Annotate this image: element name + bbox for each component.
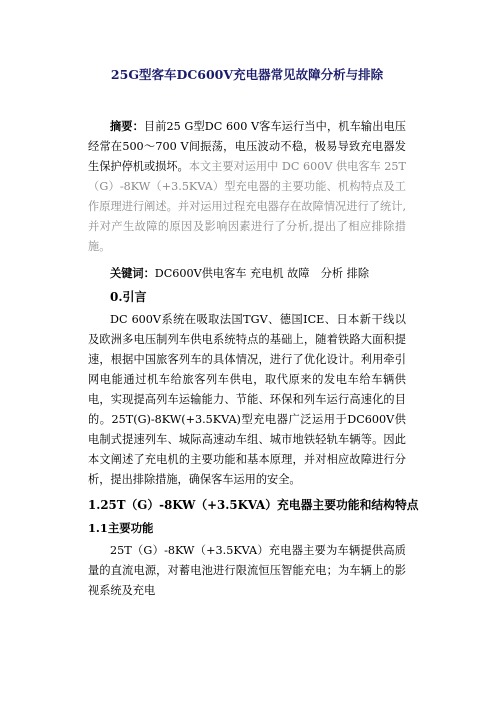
main-functions-paragraph: 25T（G）-8KW（+3.5KVA）充电器主要为车辆提供高质量的直流电源，对蓄电池进行限流恒压智能充电；为车辆上的影视系统及充电 — [88, 544, 406, 597]
abstract-label: 摘要： — [110, 119, 144, 133]
document-body — [88, 66, 419, 601]
abstract-text: 目前25 G型DC 600 V客车运行当中，机车输出电压经常在500～700 V间振荡，电压波动不稳，极易导致充电器发生保护停机或损坏。 — [88, 120, 406, 173]
abstract-text-gray: 本文主要对运用中 DC 600V 供电客车 25T（G）-8KW（+3.5KVA）型充电器的主要功能、机构特点及工作原理进行阐述。并对运用过程充电器存在故障情况进行了统计,并对产生故障的原因及影响因素进行了分析,提出了相应排除措施。 — [88, 160, 406, 253]
introduction-paragraph: DC 600V系统在吸取法国TGV、德国ICE、日本新干线以及欧洲多电压制列车供电系统特点的基础上，随着铁路大面积提速，根据中国旅客列车的具体情况，进行了优化设计。利用牵引网电能通过机车给旅客列车供电，取代原来的发电车给车辆供电，实现提高列车运输能力、节能、环保和列车运行高速化的目的。25T(G)-8KW(+3.5KVA)型充电器广泛运用于DC600V供电制式提速列车、城际高速动车组、城市地铁轻轨车辆等。因此本文阐述了充电机的主要功能和基本原理，并对相应故障进行分析，提出排除措施，确保客车运用的安全。 — [88, 313, 406, 486]
abstract-paragraph — [88, 116, 406, 257]
subsection-heading-main-functions: 1.1主要功能 — [88, 521, 154, 535]
section-heading-functions: 1.25T（G）-8KW（+3.5KVA）充电器主要功能和结构特点 — [88, 498, 419, 512]
keywords-text: DC600V供电客车 充电机 故障 分析 排除 — [154, 267, 370, 280]
document-title: 25G型客车DC600V充电器常见故障分析与排除 — [110, 67, 384, 82]
section-heading-introduction: 0.引言 — [110, 290, 147, 304]
keywords-label: 关键词： — [110, 266, 155, 280]
keywords-paragraph — [88, 263, 406, 284]
